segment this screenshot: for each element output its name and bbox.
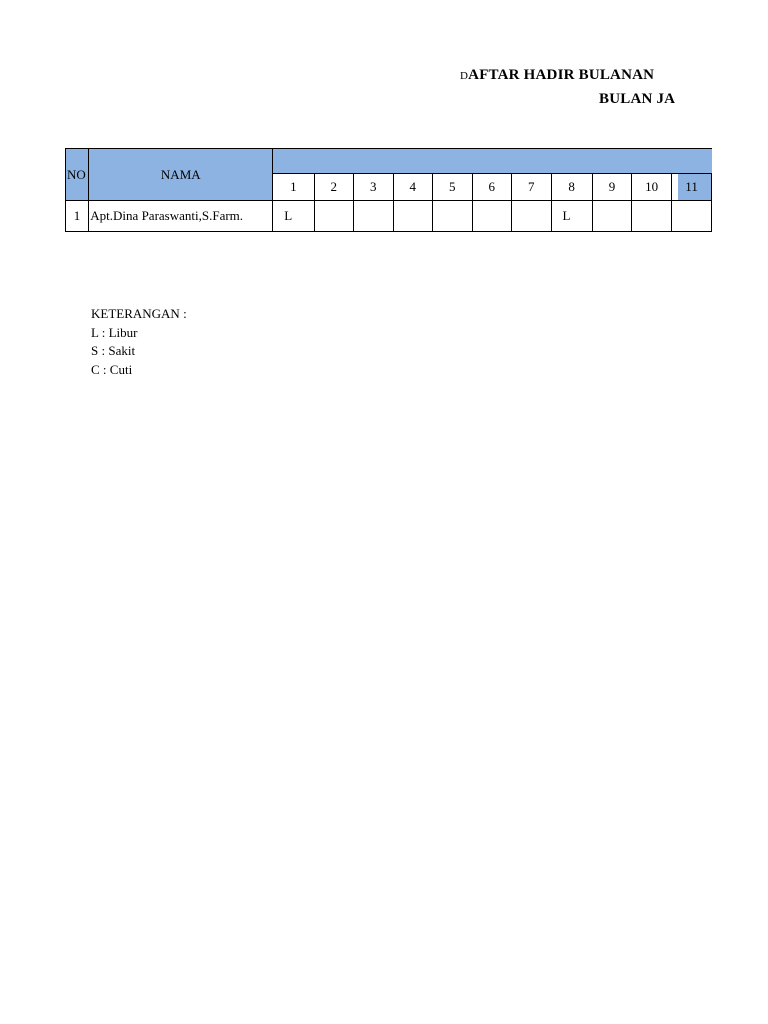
legend-item-cuti: C : Cuti	[91, 361, 133, 377]
attendance-table-viewport	[0, 0, 712, 260]
day-header: 11	[672, 174, 712, 201]
legend	[91, 305, 187, 379]
day-header: 4	[393, 174, 433, 201]
header-days-group	[273, 149, 712, 174]
day-header: 1	[273, 174, 314, 201]
day-header: 8	[551, 174, 592, 201]
day-header: 3	[354, 174, 394, 201]
attendance-cell	[672, 201, 712, 232]
report-subtitle: BULAN JA	[599, 91, 676, 107]
header-no: NO	[66, 149, 89, 201]
day-header: 6	[472, 174, 512, 201]
day-header: 10	[632, 174, 672, 201]
attendance-cell	[592, 201, 632, 232]
day-header: 2	[314, 174, 354, 201]
report-title-rest: AFTAR HADIR BULANAN	[468, 67, 655, 83]
attendance-table	[65, 148, 712, 232]
employee-name: Apt.Dina Paraswanti,S.Farm.	[89, 201, 273, 232]
table-row	[66, 201, 712, 232]
row-number: 1	[66, 201, 89, 232]
legend-item-sakit: S : Sakit	[91, 343, 136, 358]
attendance-cell	[354, 201, 394, 232]
day-header: 5	[433, 174, 473, 201]
legend-heading: KETERANGAN :	[91, 306, 187, 321]
attendance-cell	[314, 201, 354, 232]
day-header: 7	[512, 174, 552, 201]
attendance-cell	[433, 201, 473, 232]
report-title-initial: D	[460, 70, 469, 82]
attendance-cell	[472, 201, 512, 232]
header-nama: NAMA	[89, 149, 273, 201]
legend-item-libur: L : Libur	[91, 324, 138, 340]
attendance-cell: L	[551, 201, 592, 232]
attendance-cell	[393, 201, 433, 232]
attendance-cell	[512, 201, 552, 232]
attendance-cell: L	[273, 201, 314, 232]
attendance-cell	[632, 201, 672, 232]
day-header: 9	[592, 174, 632, 201]
